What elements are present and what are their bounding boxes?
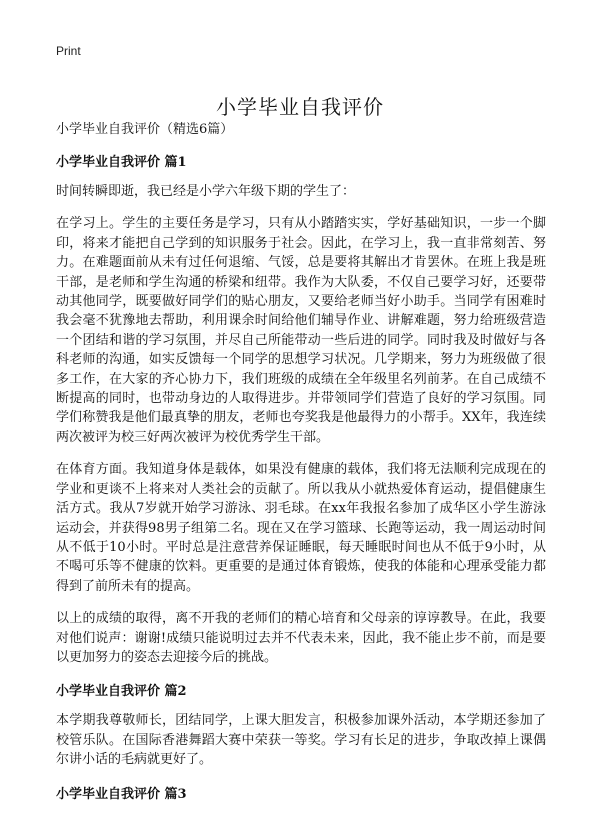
paragraph: 本学期我尊敬师长，团结同学，上课大胆发言，积极参加课外活动，本学期还参加了校管乐队。在国际香港舞蹈大赛中荣获一等奖。学习有长足的进步，争取改掉上课偶尔讲小话的毛病就更好了。 xyxy=(56,713,546,768)
section-1 xyxy=(56,151,546,667)
document-subtitle: 小学毕业自我评价（精选6篇） xyxy=(56,122,234,137)
section-heading: 小学毕业自我评价 篇1 xyxy=(56,155,187,170)
section-heading: 小学毕业自我评价 篇2 xyxy=(56,684,187,700)
paragraph: 在体育方面。我知道身体是载体，如果没有健康的载体，我们将无法顺利完成现在的学业和更谈不上将来对人类社会的贡献了。所以我从小就热爱体育运动，提倡健康生活方式。我从7岁就开始学习游泳、羽毛球。在xx年我报名参加了成华区小学生游泳运动会，并获得98男子组第二名。现在又在学习篮球、长跑等运动，我一周运动时间从不低于10小时。平时总是注意营养保证睡眠，每天睡眠时间也从不低于9小时，从不喝可乐等不健康的饮料。更重要的是通过体育锻炼，使我的体能和心理承受能力都得到了前所未有的提高。 xyxy=(56,462,546,594)
paragraph: 时间转瞬即逝，我已经是小学六年级下期的学生了： xyxy=(56,184,356,199)
paragraph: 在学习上。学生的主要任务是学习，只有从小踏踏实实，学好基础知识，一步一个脚印，将来才能把自己学到的知识服务于社会。因此，在学习上，我一直非常刻苦、努力。在难题面前从未有过任何退缩、气馁，总是要将其解出才肯罢休。在班上我是班干部，是老师和学生沟通的桥梁和纽带。我作为大队委，不仅自己要学习好，还要带动其他同学，既要做好同学们的贴心朋友，又要给老师当好小助手。当同学有困难时我会毫不犹豫地去帮助，利用课余时间给他们辅导作业、讲解难题，努力给班级营造一个团结和谐的学习氛围，并尽自己所能带动一些后进的同学。同时我及时做好与各科老师的沟通，如实反馈每一个同学的思想学习状况。几学期来，努力为班级做了很多工作，在大家的齐心协力下，我们班级的成绩在全年级里名列前茅。在自己成绩不断提高的同时，也带动身边的人取得进步。并带领同学们营造了良好的学习氛围。同学们称赞我是他们最真挚的朋友，老师也夸奖我是他最得力的小帮手。XX年，我连续两次被评为校三好两次被评为校优秀学生干部。 xyxy=(56,216,546,445)
document-body xyxy=(56,118,546,814)
page-title: 小学毕业自我评价 xyxy=(216,95,384,120)
section-2 xyxy=(56,680,546,769)
section-3 xyxy=(56,783,546,802)
paragraph: 以上的成绩的取得，离不开我的老师们的精心培育和父母亲的谆谆教导。在此，我要对他们说声：谢谢!成绩只能说明过去并不代表未来，因此，我不能止步不前，而是要以更加努力的姿态去迎接今后的挑战。 xyxy=(56,611,546,665)
section-heading: 小学毕业自我评价 篇3 xyxy=(56,786,187,802)
print-link[interactable]: Print xyxy=(56,44,81,58)
